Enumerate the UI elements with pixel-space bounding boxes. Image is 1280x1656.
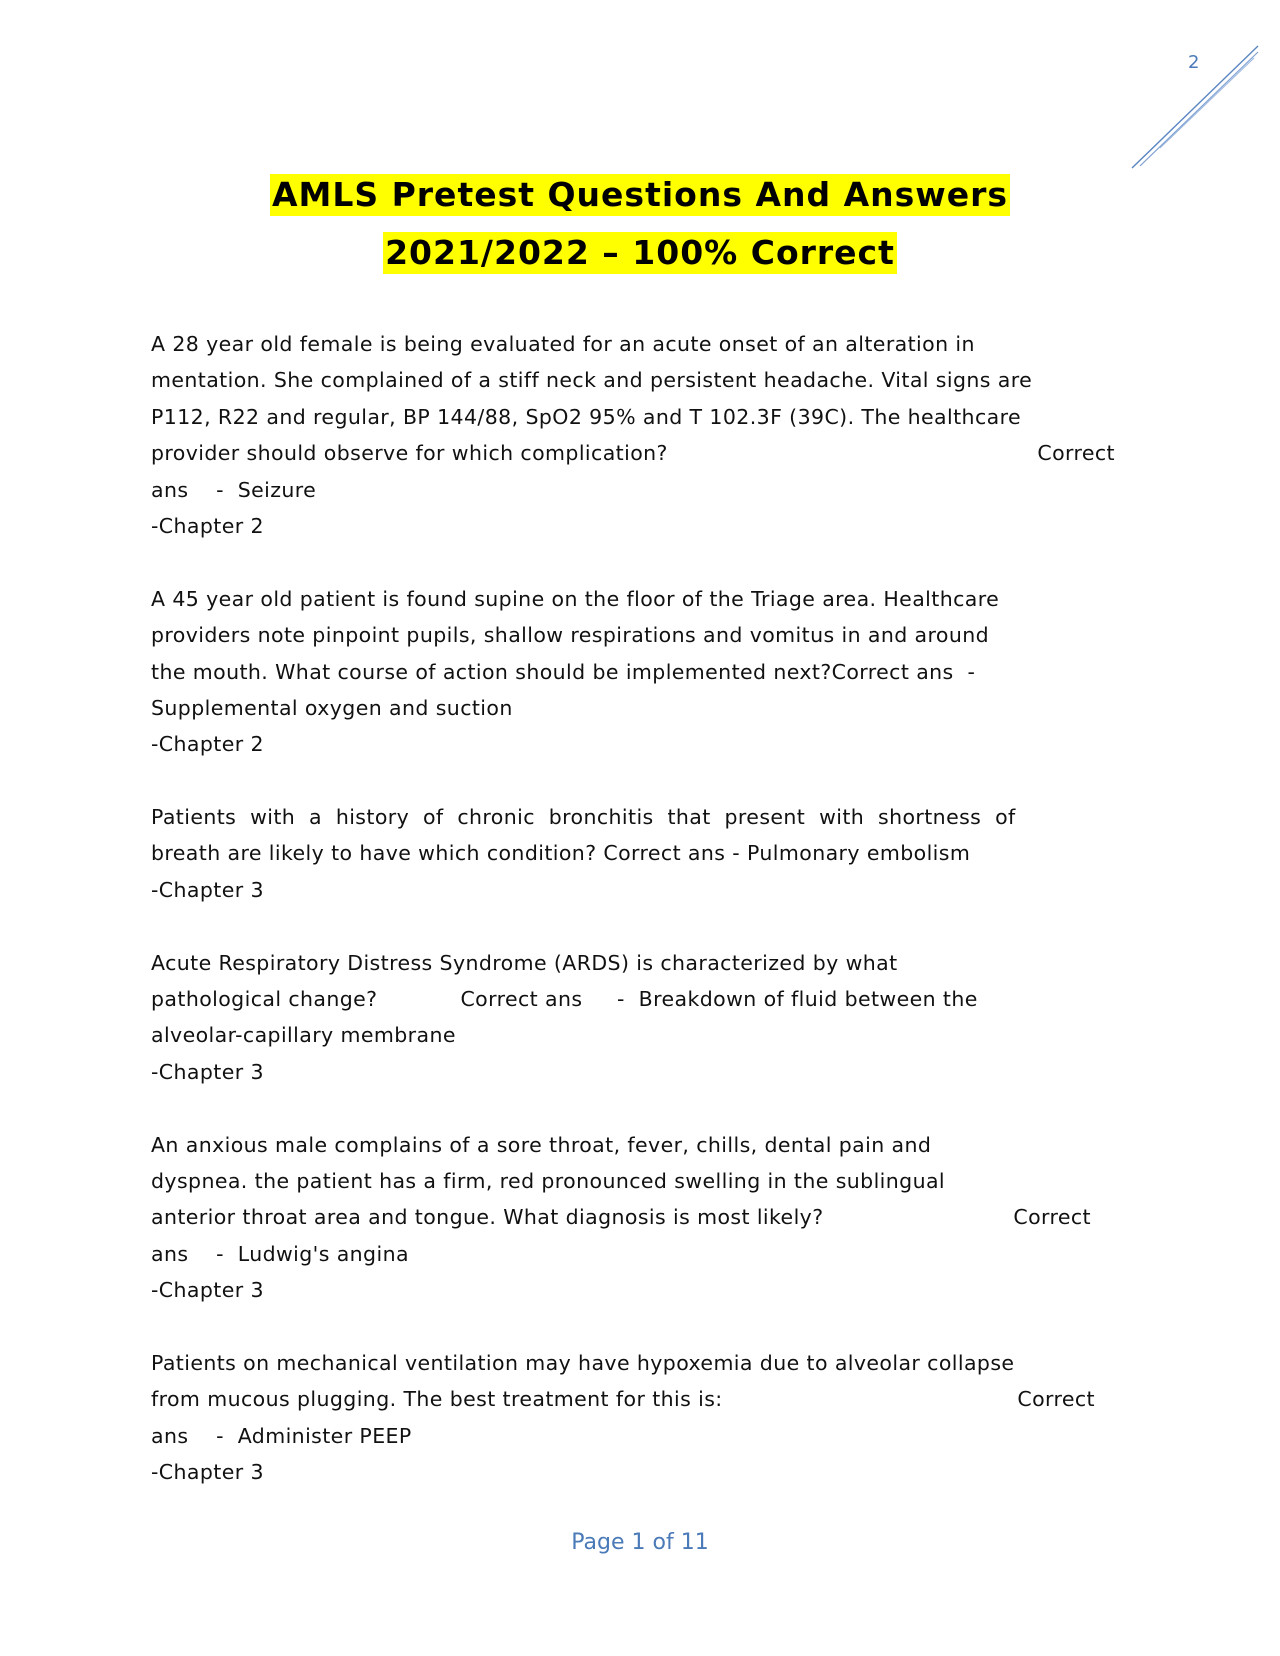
chapter-ref: -Chapter 3 [151,1460,264,1485]
chapter-ref: -Chapter 3 [151,1278,264,1303]
text-line: P112, R22 and regular, BP 144/88, SpO2 95% and T 102.3F (39C). The healthcare [151,404,1021,429]
text-line: A 28 year old female is being evaluated for an acute onset of an alteration in [151,332,975,356]
question-item [151,581,1115,763]
question-item [151,945,1115,1091]
answer-text: alveolar-capillary membrane [151,1023,456,1048]
corner-decoration-icon [1130,44,1260,174]
text-line: Patients on mechanical ventilation may have hypoxemia due to alveolar collapse [151,1350,1015,1375]
title-line-2: 2021/2022 – 100% Correct [385,233,895,272]
answer-label: Correct [1037,441,1115,466]
chapter-ref: -Chapter 2 [151,513,264,538]
answer-label: Correct [1017,1387,1095,1412]
page-number: 2 [1188,52,1200,73]
text-line: the mouth. What course of action should be implemented next?Correct ans - [151,659,976,684]
answer-text: ans - Ludwig's angina [151,1241,409,1266]
question-text: from mucous plugging. The best treatment for this is: [151,1387,723,1412]
question-list [151,326,1115,1491]
text-line [151,1381,1095,1417]
question-text: provider should observe for which complication? [151,441,668,466]
text-line: Acute Respiratory Distress Syndrome (ARDS) is characterized by what [151,950,898,975]
question-text: anterior throat area and tongue. What diagnosis is most likely? [151,1205,824,1230]
chapter-ref: -Chapter 2 [151,732,264,757]
text-line: Patients with a history of chronic bronchitis that present with shortness of [151,805,1016,830]
chapter-ref: -Chapter 3 [151,877,264,902]
text-line: breath are likely to have which condition? Correct ans - Pulmonary embolism [151,841,971,866]
question-item [151,326,1115,544]
question-item [151,1345,1115,1491]
title-line-1: AMLS Pretest Questions And Answers [271,175,1009,214]
page-footer: Page 1 of 11 [571,1530,709,1555]
text-line [151,435,1115,471]
answer-text: ans - Administer PEEP [151,1423,412,1448]
document-title [0,174,1280,290]
chapter-ref: -Chapter 3 [151,1059,264,1084]
text-line: mentation. She complained of a stiff neck and persistent headache. Vital signs are [151,368,1033,393]
text-line [151,1199,1091,1235]
text-line: providers note pinpoint pupils, shallow respirations and vomitus in and around [151,623,990,648]
text-line: An anxious male complains of a sore throat, fever, chills, dental pain and [151,1132,932,1157]
text-line: pathological change? Correct ans - Breakdown of fluid between the [151,987,978,1012]
answer-text: Supplemental oxygen and suction [151,695,513,720]
answer-text: ans - Seizure [151,477,317,502]
question-item [151,799,1115,908]
text-line: dyspnea. the patient has a firm, red pronounced swelling in the sublingual [151,1168,946,1193]
answer-label: Correct [1013,1205,1091,1230]
text-line: A 45 year old patient is found supine on the floor of the Triage area. Healthcare [151,586,1000,611]
question-item [151,1127,1115,1309]
